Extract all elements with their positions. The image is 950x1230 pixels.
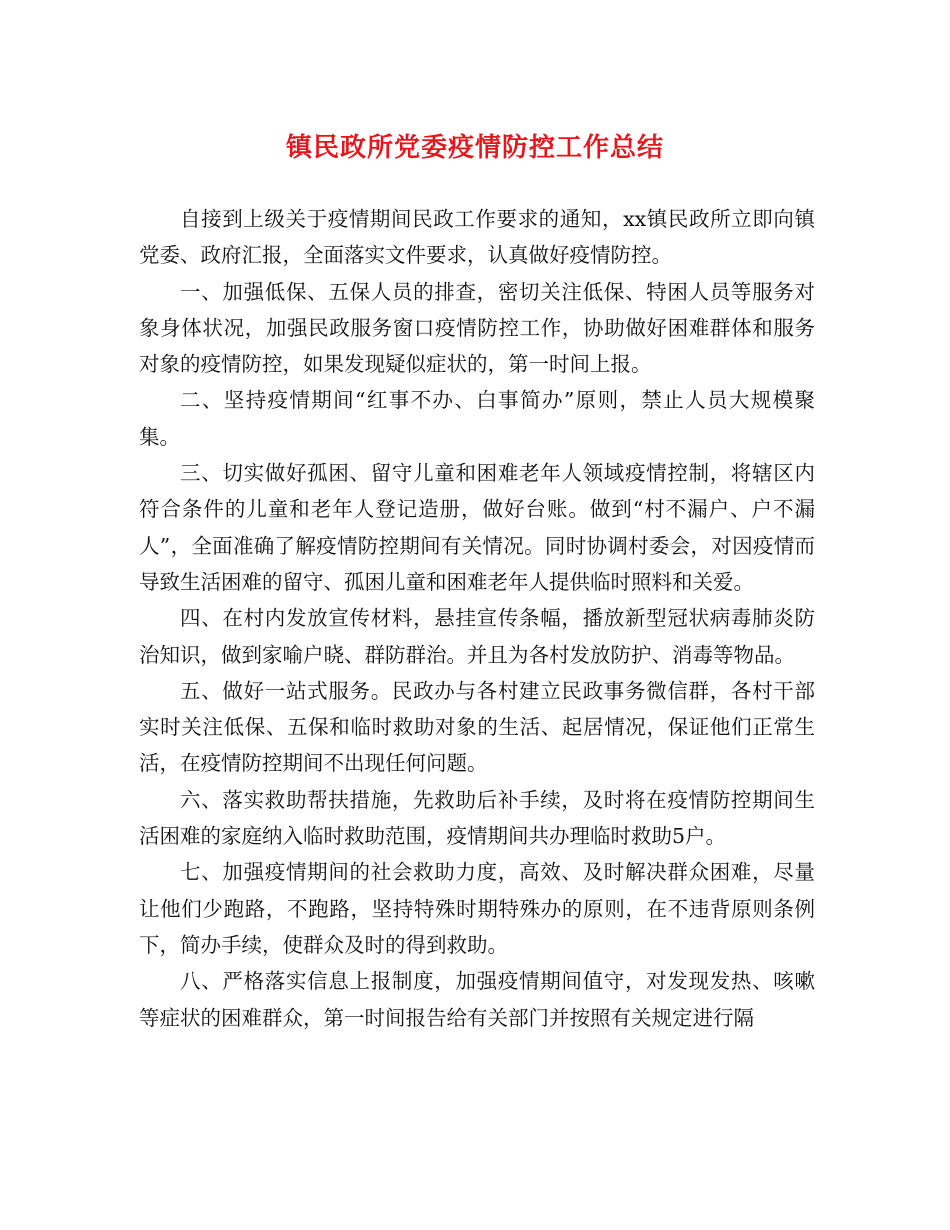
document-title: 镇民政所党委疫情防控工作总结 xyxy=(285,133,664,163)
document-body xyxy=(139,201,815,1036)
paragraph-intro: 自接到上级关于疫情期间民政工作要求的通知，xx镇民政所立即向镇党委、政府汇报，全面落实文件要求，认真做好疫情防控。 xyxy=(139,207,815,268)
paragraph-item-6: 六、落实救助帮扶措施，先救助后补手续，及时将在疫情防控期间生活困难的家庭纳入临时救助范围，疫情期间共办理临时救助5户。 xyxy=(139,787,815,849)
paragraph-item-1: 一、加强低保、五保人员的排查，密切关注低保、特困人员等服务对象身体状况，加强民政服务窗口疫情防控工作，协助做好困难群体和服务对象的疫情防控，如果发现疑似症状的，第一时间上报。 xyxy=(139,279,815,377)
paragraph-item-7: 七、加强疫情期间的社会救助力度，高效、及时解决群众困难，尽量让他们少跑路，不跑路，坚持特殊时期特殊办的原则，在不违背原则条例下，简办手续，使群众及时的得到救助。 xyxy=(139,860,815,957)
paragraph-item-5: 五、做好一站式服务。民政办与各村建立民政事务微信群，各村干部实时关注低保、五保和临时救助对象的生活、起居情况，保证他们正常生活，在疫情防控期间不出现任何问题。 xyxy=(139,678,815,776)
paragraph-item-4: 四、在村内发放宣传材料，悬挂宣传条幅，播放新型冠状病毒肺炎防治知识，做到家喻户晓、群防群治。并且为各村发放防护、消毒等物品。 xyxy=(139,606,815,667)
paragraph-item-3: 三、切实做好孤困、留守儿童和困难老年人领域疫情控制，将辖区内符合条件的儿童和老年人登记造册，做好台账。做到“村不漏户、户不漏人”，全面准确了解疫情防控期间有关情况。同时协调村委会，对因疫情而导致生活困难的留守、孤困儿童和困难老年人提供临时照料和关爱。 xyxy=(139,461,815,594)
paragraph-item-2: 二、坚持疫情期间“红事不办、白事简办”原则，禁止人员大规模聚集。 xyxy=(139,388,815,449)
paragraph-item-8: 八、严格落实信息上报制度，加强疫情期间值守，对发现发热、咳嗽等症状的困难群众，第一时间报告给有关部门并按照有关规定进行隔 xyxy=(139,969,815,1030)
